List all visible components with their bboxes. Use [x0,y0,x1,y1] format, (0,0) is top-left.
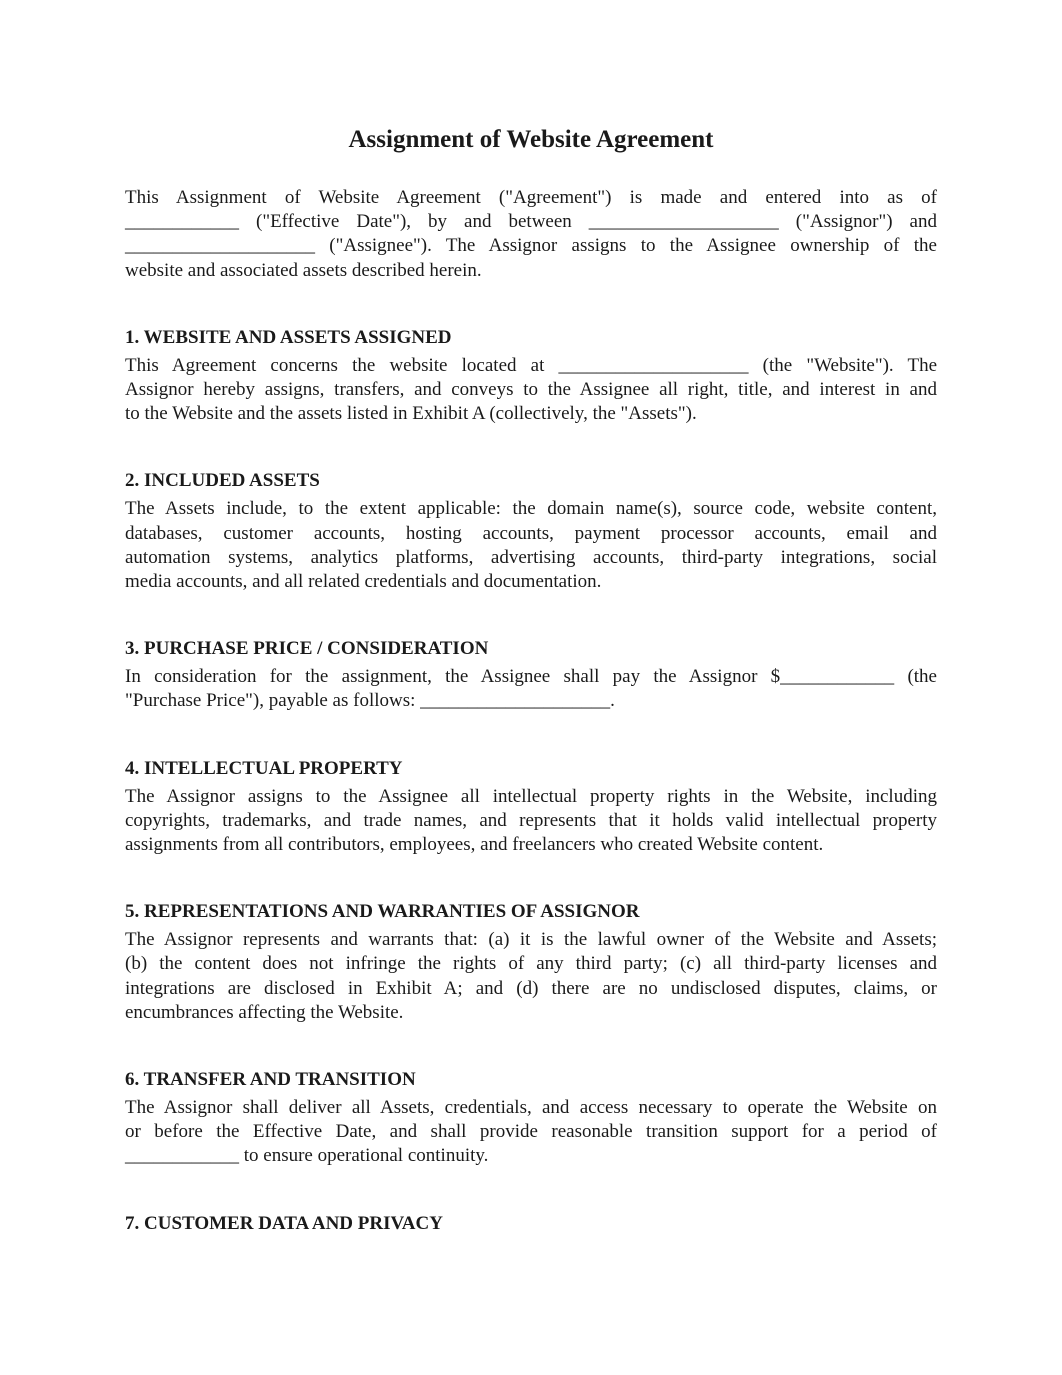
section-representations-warranties [125,900,937,1025]
section-intellectual-property [125,757,937,858]
document-title: Assignment of Website Agreement [348,126,714,153]
body-line: assignments from all contributors, employees, and freelancers who created Website content. [125,834,824,856]
section-heading: 1. WEBSITE AND ASSETS ASSIGNED [125,326,452,348]
body-line: The Assignor shall deliver all Assets, credentials, and access necessary to operate the Website on [125,1097,937,1119]
body-line: ____________ to ensure operational continuity. [125,1145,489,1167]
section-heading: 2. INCLUDED ASSETS [125,470,320,492]
section-transfer-transition [125,1068,937,1169]
section-body [125,665,937,713]
body-line: The Assignor assigns to the Assignee all intellectual property rights in the Website, including [125,785,937,807]
body-line: media accounts, and all related credentials and documentation. [125,571,602,593]
section-body [125,1096,937,1169]
body-line: The Assignor represents and warrants that: (a) it is the lawful owner of the Website and Assets; [125,929,937,951]
section-body [125,497,937,594]
body-line: "Purchase Price"), payable as follows: ____________________. [125,690,615,712]
section-body [125,928,937,1025]
section-heading: 6. TRANSFER AND TRANSITION [125,1069,416,1091]
section-body [125,354,937,427]
section-included-assets [125,469,937,594]
section-heading: 4. INTELLECTUAL PROPERTY [125,757,403,779]
body-line: copyrights, trademarks, and trade names, and represents that it holds valid intellectual property [125,809,937,831]
body-line: In consideration for the assignment, the Assignee shall pay the Assignor $____________ (the [125,666,937,688]
section-heading: 3. PURCHASE PRICE / CONSIDERATION [125,638,489,660]
section-customer-data-privacy [125,1212,937,1236]
intro-line: website and associated assets described herein. [125,259,482,281]
body-line: integrations are disclosed in Exhibit A; and (d) there are no undisclosed disputes, claims, or [125,977,937,999]
intro-line: ____________________ ("Assignee"). The Assignor assigns to the Assignee ownership of the [125,235,937,257]
section-heading: 7. CUSTOMER DATA AND PRIVACY [125,1212,443,1234]
body-line: encumbrances affecting the Website. [125,1001,404,1023]
body-line: to the Website and the assets listed in Exhibit A (collectively, the "Assets"). [125,403,697,425]
body-line: automation systems, analytics platforms, advertising accounts, third-party integrations, social [125,546,937,568]
body-line: databases, customer accounts, hosting accounts, payment processor accounts, email and [125,522,937,544]
section-heading: 5. REPRESENTATIONS AND WARRANTIES OF ASSIGNOR [125,901,640,923]
body-line: The Assets include, to the extent applicable: the domain name(s), source code, website content, [125,498,937,520]
body-line: Assignor hereby assigns, transfers, and conveys to the Assignee all right, title, and interest in and [125,379,937,401]
section-body [125,785,937,858]
intro-line: ____________ ("Effective Date"), by and between ____________________ ("Assignor") and [125,211,937,233]
body-line: This Agreement concerns the website located at ____________________ (the "Website"). The [125,354,937,376]
intro-line: This Assignment of Website Agreement ("Agreement") is made and entered into as of [125,187,937,208]
section-website-and-assets [125,326,937,427]
body-line: or before the Effective Date, and shall provide reasonable transition support for a period of [125,1121,937,1143]
body-line: (b) the content does not infringe the rights of any third party; (c) all third-party licenses and [125,953,937,975]
intro-paragraph [125,186,937,283]
section-purchase-price [125,637,937,713]
